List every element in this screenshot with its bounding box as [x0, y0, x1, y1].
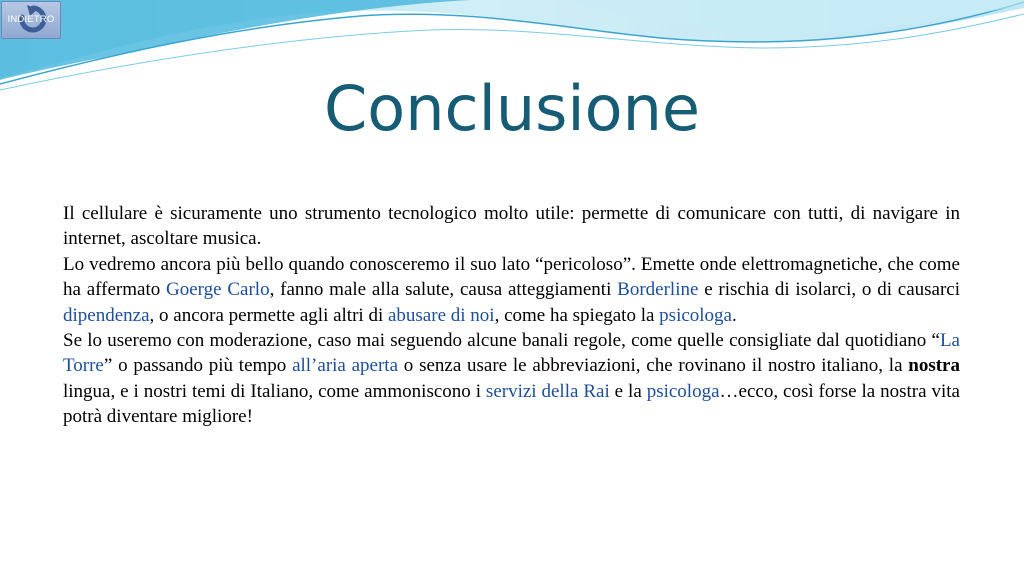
- paragraph-3: [63, 328, 960, 430]
- link-borderline[interactable]: Borderline: [617, 279, 699, 301]
- link-la-torre[interactable]: La Torre: [63, 330, 960, 377]
- text-segment: Se lo useremo con moderazione, caso mai seguendo alcune banali regole, come quelle consigliate dal quotidiano “: [63, 330, 940, 352]
- page-title: Conclusione: [323, 72, 701, 145]
- paragraph-1: [63, 201, 960, 252]
- link-goerge-carlo[interactable]: Goerge Carlo: [166, 279, 270, 301]
- back-button[interactable]: [1, 1, 61, 39]
- text-segment: .: [732, 304, 737, 326]
- paragraph-2: [63, 252, 960, 328]
- text-segment: , come ha spiegato la: [494, 304, 660, 326]
- text-segment: , o ancora permette agli altri di: [149, 304, 388, 326]
- link-aria-aperta[interactable]: all’aria aperta: [292, 355, 399, 377]
- body-text: [63, 201, 960, 430]
- link-abusare-di-noi[interactable]: abusare di noi: [387, 304, 495, 326]
- link-servizi-della-rai[interactable]: servizi della Rai: [485, 380, 610, 402]
- text-segment: ” o passando più tempo: [103, 355, 293, 377]
- text-segment: Il cellulare è sicuramente uno strumento tecnologico molto utile: permette di comunicare con tutti, di navigare in internet, ascoltare musica.: [63, 203, 960, 250]
- text-segment: lingua, e i nostri temi di Italiano, come ammoniscono i: [63, 380, 486, 402]
- text-segment: e rischia di isolarci, o di causarci: [698, 279, 960, 301]
- link-dipendenza[interactable]: dipendenza: [63, 304, 150, 326]
- text-segment: e la: [609, 380, 647, 402]
- back-button-label: INDIETRO: [7, 14, 55, 25]
- text-segment: , fanno male alla salute, causa atteggiamenti: [269, 279, 618, 301]
- link-psicologa-2[interactable]: psicologa: [646, 380, 720, 402]
- link-psicologa[interactable]: psicologa: [659, 304, 732, 326]
- bold-word: nostra: [908, 355, 960, 377]
- text-segment: …ecco, così forse la nostra vita potrà diventare migliore!: [63, 380, 960, 428]
- text-segment: o senza usare le abbreviazioni, che rovinano il nostro italiano, la: [398, 355, 909, 377]
- text-segment: Lo vedremo ancora più bello quando conosceremo il suo lato “pericoloso”. Emette onde elettromagnetiche, che come ha affermato: [63, 253, 960, 301]
